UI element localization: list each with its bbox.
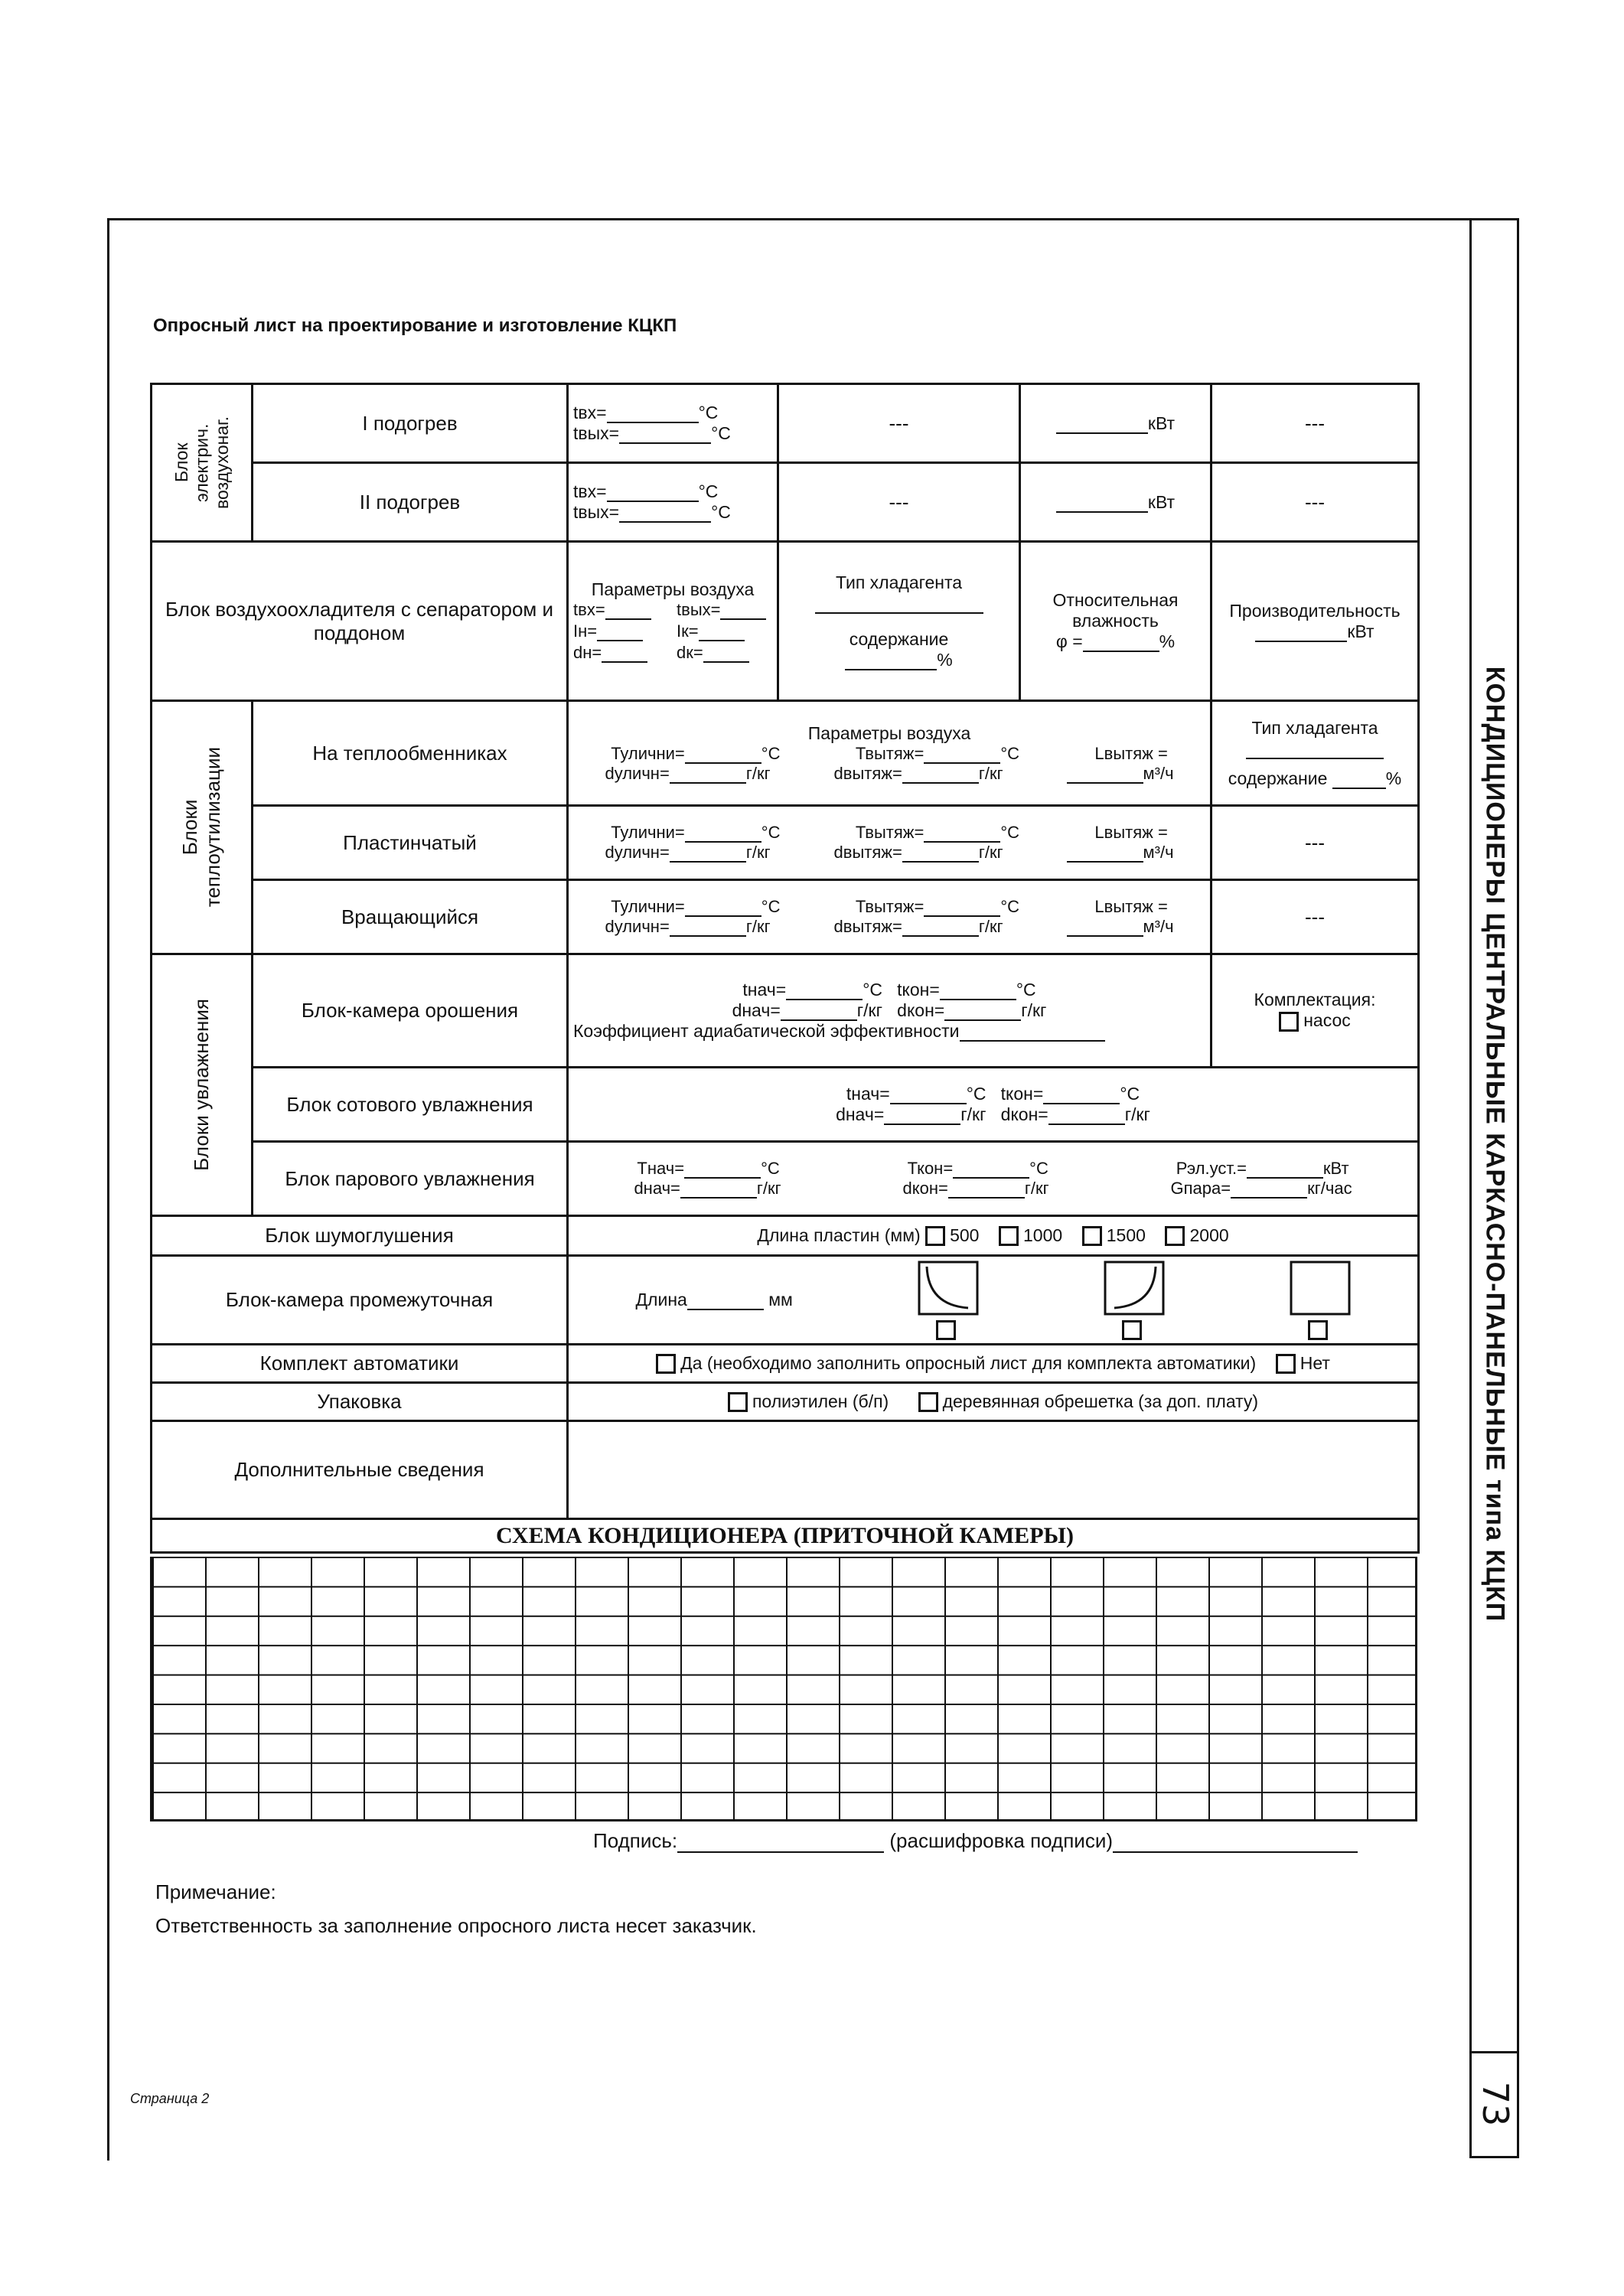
humidify-row3-label: Блок парового увлажнения xyxy=(253,1142,568,1216)
pump-checkbox[interactable] xyxy=(1279,1012,1299,1032)
humidify-row2-params: tнач= °C tкон= °C dнач= г/кг dкон= г/кг xyxy=(568,1068,1419,1142)
damper-right-checkbox[interactable] xyxy=(1122,1320,1142,1340)
heater-row1-label: I подогрев xyxy=(253,384,568,463)
empty-chamber-checkbox[interactable] xyxy=(1308,1320,1328,1340)
packing-row xyxy=(152,1383,1419,1421)
cooler-row xyxy=(152,542,1419,701)
recovery-row2-dash: --- xyxy=(1211,806,1419,880)
recovery-row1-params: Параметры воздуха Тулични= °C Твытяж= °C Lвытяж = dуличн= г/кг dвытяж= г/кг м³/ч xyxy=(568,701,1211,806)
questionnaire-table xyxy=(150,383,1420,1554)
damper-left-icon xyxy=(918,1261,979,1316)
humidify-group-cell xyxy=(152,954,253,1216)
input-line[interactable] xyxy=(607,404,699,423)
humidify-row-3 xyxy=(152,1142,1419,1216)
heater-row2-power: кВт xyxy=(1020,463,1211,542)
heater-group-label: Блок электрич. воздухонаг. xyxy=(171,416,232,509)
automation-yes-checkbox[interactable] xyxy=(656,1354,676,1374)
schema-title: СХЕМА КОНДИЦИОНЕРА (ПРИТОЧНОЙ КАМЕРЫ) xyxy=(152,1519,1419,1553)
cooler-refrigerant: Тип хладагента содержание % xyxy=(778,542,1020,701)
signature-input[interactable] xyxy=(677,1831,884,1853)
humidify-group-label: Блоки увлажнения xyxy=(189,999,213,1171)
damper-right-icon xyxy=(1104,1261,1165,1316)
form-title: Опросный лист на проектирование и изготовление КЦКП xyxy=(153,315,677,336)
page-number-box xyxy=(1471,2051,1519,2154)
heater-row1-dash-2: --- xyxy=(1211,384,1419,463)
cooler-air-params: Параметры воздуха tвх= tвых= Iн= Iк= dн= dк= xyxy=(568,542,778,701)
heater-row2-label: II подогрев xyxy=(253,463,568,542)
heater-row2-dash: --- xyxy=(778,463,1020,542)
intermediate-options: Длина мм xyxy=(568,1256,1419,1345)
recovery-row2-params: Тулични= °C Твытяж= °C Lвытяж = dуличн= г/кг dвытяж= г/кг м³/ч xyxy=(568,806,1211,880)
schema-grid[interactable] xyxy=(150,1557,1417,1821)
packing-options: полиэтилен (б/п) деревянная обрешетка (за доп. плату) xyxy=(568,1383,1419,1421)
cooler-label: Блок воздухоохладителя с сепаратором и поддоном xyxy=(152,542,568,701)
input-line[interactable] xyxy=(815,595,983,614)
packing-label: Упаковка xyxy=(152,1383,568,1421)
input-line[interactable] xyxy=(1255,623,1347,642)
recovery-row3-dash: --- xyxy=(1211,880,1419,954)
recovery-row2-label: Пластинчатый xyxy=(253,806,568,880)
humidify-row-2 xyxy=(152,1068,1419,1142)
automation-label: Комплект автоматики xyxy=(152,1345,568,1383)
silencer-500-checkbox[interactable] xyxy=(925,1226,945,1246)
damper-left-checkbox[interactable] xyxy=(936,1320,956,1340)
humidify-row1-params: tнач= °C tкон= °C dнач= г/кг dкон= г/кг Коэффициент адиабатической эффективности xyxy=(568,954,1211,1068)
recovery-row3-label: Вращающийся xyxy=(253,880,568,954)
note xyxy=(155,1875,757,1942)
silencer-2000-checkbox[interactable] xyxy=(1165,1226,1185,1246)
note-title: Примечание: xyxy=(155,1880,276,1903)
recovery-row1-label: На теплообменниках xyxy=(253,701,568,806)
empty-chamber-icon xyxy=(1290,1261,1351,1316)
page-number: 73 xyxy=(1474,2081,1516,2127)
heater-row-1 xyxy=(152,384,1419,463)
note-text: Ответственность за заполнение опросного листа несет заказчик. xyxy=(155,1914,757,1937)
sidebar-title: КОНДИЦИОНЕРЫ ЦЕНТРАЛЬНЫЕ КАРКАСНО-ПАНЕЛЬНЫЕ типа КЦКП xyxy=(1480,666,1510,1623)
page-footer: Страница 2 xyxy=(130,2091,210,2106)
signature-decode-input[interactable] xyxy=(1113,1831,1358,1853)
silencer-options: Длина пластин (мм) 500 1000 1500 2000 xyxy=(568,1216,1419,1256)
recovery-group-label: Блоки теплоутилизации xyxy=(178,747,224,908)
silencer-1000-checkbox[interactable] xyxy=(999,1226,1019,1246)
input-line[interactable] xyxy=(1056,415,1148,434)
humidify-row-1 xyxy=(152,954,1419,1068)
automation-row xyxy=(152,1345,1419,1383)
automation-no-checkbox[interactable] xyxy=(1276,1354,1296,1374)
heater-row1-temps: tвх= °C tвых= °C xyxy=(568,384,778,463)
automation-options: Да (необходимо заполнить опросный лист для комплекта автоматики) Нет xyxy=(568,1345,1419,1383)
cooler-capacity: Производительность кВт xyxy=(1211,542,1419,701)
input-line[interactable] xyxy=(1056,494,1148,513)
intermediate-row xyxy=(152,1256,1419,1345)
signature-line: Подпись: (расшифровка подписи) xyxy=(593,1829,1358,1853)
input-line[interactable] xyxy=(845,651,937,670)
heater-row1-power: кВт xyxy=(1020,384,1211,463)
recovery-row-3 xyxy=(152,880,1419,954)
schema-title-row xyxy=(152,1519,1419,1553)
extra-row xyxy=(152,1421,1419,1519)
recovery-row-2 xyxy=(152,806,1419,880)
input-line[interactable] xyxy=(607,483,699,502)
heater-row-2 xyxy=(152,463,1419,542)
humidify-row2-label: Блок сотового увлажнения xyxy=(253,1068,568,1142)
extra-input[interactable] xyxy=(568,1421,1419,1519)
heater-row2-dash-2: --- xyxy=(1211,463,1419,542)
intermediate-label: Блок-камера промежуточная xyxy=(152,1256,568,1345)
silencer-1500-checkbox[interactable] xyxy=(1082,1226,1102,1246)
recovery-row1-refrigerant: Тип хладагента содержание % xyxy=(1211,701,1419,806)
recovery-row-1 xyxy=(152,701,1419,806)
heater-row2-temps: tвх= °C tвых= °C xyxy=(568,463,778,542)
recovery-group-cell xyxy=(152,701,253,954)
packing-wood-checkbox[interactable] xyxy=(918,1392,938,1412)
input-line[interactable] xyxy=(619,425,711,444)
humidify-row1-label: Блок-камера орошения xyxy=(253,954,568,1068)
cooler-humidity: Относительная влажность φ = % xyxy=(1020,542,1211,701)
heater-row1-dash: --- xyxy=(778,384,1020,463)
humidify-kit: Комплектация: насос xyxy=(1211,954,1419,1068)
heater-group-cell xyxy=(152,384,253,542)
input-line[interactable] xyxy=(1083,633,1159,652)
silencer-label: Блок шумоглушения xyxy=(152,1216,568,1256)
packing-poly-checkbox[interactable] xyxy=(728,1392,748,1412)
input-line[interactable] xyxy=(619,504,711,523)
extra-label: Дополнительные сведения xyxy=(152,1421,568,1519)
recovery-row3-params: Тулични= °C Твытяж= °C Lвытяж = dуличн= г/кг dвытяж= г/кг м³/ч xyxy=(568,880,1211,954)
silencer-row xyxy=(152,1216,1419,1256)
humidify-row3-params: Тнач= °C Ткон= °C Рэл.уст.= кВт dнач= г/кг dкон= г/кг Gпара= кг/час xyxy=(568,1142,1419,1216)
